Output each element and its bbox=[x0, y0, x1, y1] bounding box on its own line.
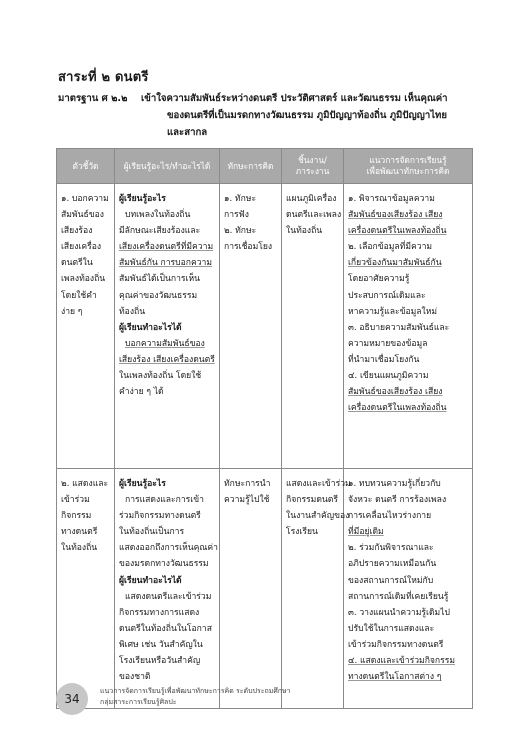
standard-block bbox=[58, 90, 478, 141]
standard-line: และสากล bbox=[167, 127, 208, 138]
do-title: ผู้เรียนทำอะไรได้ bbox=[119, 322, 182, 333]
cell-line: ของมรดกทางวัฒนธรรม bbox=[119, 559, 209, 570]
cell-line: ง่าย ๆ bbox=[61, 306, 83, 317]
cell-line: ๒. ทักษะ bbox=[224, 226, 257, 237]
cell-line: กิจกรรม bbox=[61, 511, 92, 522]
cell-line: ๒. แสดงและ bbox=[61, 479, 109, 489]
do-title: ผู้เรียนทำอะไรได้ bbox=[119, 575, 182, 586]
cell-indicator bbox=[57, 184, 115, 469]
cell-line: กิจกรรมทางการแสดง bbox=[119, 607, 200, 618]
cell-thinking-skill bbox=[220, 469, 282, 709]
table-row bbox=[57, 469, 473, 709]
learning-table bbox=[56, 148, 473, 709]
cell-line: ทางดนตรีในโอกาสต่าง ๆ bbox=[348, 672, 442, 683]
cell-line: ของสถานการณ์ใหม่กับ bbox=[348, 575, 434, 586]
cell-line: เข้าร่วมกิจกรรมทางดนตรี bbox=[348, 639, 444, 650]
cell-line: จังหวะ ดนตรี การร้องเพลง bbox=[348, 495, 447, 506]
cell-line: ในท้องถิ่นเป็นการ bbox=[119, 527, 185, 538]
cell-line: ๔. แสดงและเข้าร่วมกิจกรรม bbox=[348, 656, 456, 667]
cell-line: โรงเรียน bbox=[286, 527, 318, 538]
cell-line: ๑. พิจารณาข้อมูลความ bbox=[348, 194, 435, 204]
cell-line: ในเพลงท้องถิ่น โดยใช้ bbox=[119, 371, 202, 382]
cell-line: โดยอาศัยความรู้ bbox=[348, 274, 410, 285]
cell-line: การเคลื่อนไหวร่างกาย bbox=[348, 511, 432, 522]
footer-line: กลุ่มสาระการเรียนรู้ศิลปะ bbox=[100, 698, 177, 706]
cell-line: เสียงร้อง bbox=[61, 226, 93, 237]
cell-line: บทเพลงในท้องถิ่น bbox=[125, 210, 191, 221]
cell-line: สัมพันธ์ได้เป็นการเห็น bbox=[119, 274, 200, 285]
cell-line: ๑. ทบทวนความรู้เกี่ยวกับ bbox=[348, 479, 441, 489]
header-indicator: ตัวชี้วัด bbox=[57, 149, 115, 184]
cell-line: ๔. เขียนแผนภูมิความ bbox=[348, 371, 429, 382]
cell-line: เครื่องดนตรีในเพลงท้องถิ่น bbox=[348, 226, 447, 237]
page-number: 34 bbox=[56, 683, 88, 715]
cell-line: หาความรู้และข้อมูลใหม่ bbox=[348, 306, 438, 317]
header-thinking-skill: ทักษะการคิด bbox=[220, 149, 282, 184]
page-footer bbox=[56, 683, 476, 717]
cell-line: แสดงออกถึงการเห็นคุณค่า bbox=[119, 543, 218, 554]
cell-line: เพลงท้องถิ่น bbox=[61, 274, 106, 285]
header-learning: ผู้เรียนรู้อะไร/ทำอะไรได้ bbox=[115, 149, 220, 184]
cell-line: ดนตรีและเพลง bbox=[286, 210, 342, 221]
cell-line: ทักษะการนำ bbox=[224, 479, 271, 489]
cell-line: สัมพันธ์กัน การบอกความ bbox=[119, 258, 213, 269]
cell-line: การเชื่อมโยง bbox=[224, 242, 273, 253]
standard-line: เข้าใจความสัมพันธ์ระหว่างดนตรี ประวัติศาสตร์ และวัฒนธรรม เห็นคุณค่า bbox=[141, 93, 448, 104]
table-header-row bbox=[57, 149, 473, 184]
cell-learning bbox=[115, 184, 220, 469]
cell-line: สัมพันธ์ของ bbox=[61, 210, 104, 221]
standard-text bbox=[141, 90, 478, 141]
cell-line: ๑. บอกความ bbox=[61, 194, 109, 204]
cell-line: มีลักษณะเสียงร้องและ bbox=[119, 226, 201, 237]
cell-work bbox=[282, 184, 344, 469]
cell-line: แผนภูมิเครื่อง bbox=[286, 194, 337, 204]
cell-line: คำง่าย ๆ ได้ bbox=[119, 387, 164, 398]
cell-line: ในท้องถิ่น bbox=[61, 543, 98, 554]
cell-line: คุณค่าของวัฒนธรรม bbox=[119, 290, 198, 301]
cell-line: เสียงร้อง เสียงเครื่องดนตรี bbox=[119, 354, 215, 365]
header-method: แนวการจัดการเรียนรู้ เพื่อพัฒนาทักษะการคิด bbox=[344, 149, 473, 184]
cell-line: ร่วมกิจกรรมทางดนตรี bbox=[119, 511, 201, 522]
cell-line: ที่มีอยู่เดิม bbox=[348, 527, 384, 538]
cell-line: ของชาติ bbox=[119, 672, 151, 683]
standard-code: มาตรฐาน ศ ๒.๒ bbox=[58, 93, 128, 104]
header-work: ชิ้นงาน/ ภาระงาน bbox=[282, 149, 344, 184]
cell-line: โรงเรียนหรือวันสำคัญ bbox=[119, 656, 201, 667]
cell-method bbox=[344, 469, 473, 709]
cell-line: ดนตรีในท้องถิ่นในโอกาส bbox=[119, 623, 212, 634]
cell-line: ในท้องถิ่น bbox=[286, 226, 323, 237]
cell-line: เสียงเครื่องดนตรีที่มีความ bbox=[119, 242, 214, 253]
cell-line: ความหมายของข้อมูล bbox=[348, 338, 428, 349]
cell-line: ในงานสำคัญของ bbox=[286, 511, 350, 522]
cell-line: ๒. เลือกข้อมูลที่มีความ bbox=[348, 242, 433, 253]
footer-line: แนวการจัดการเรียนรู้เพื่อพัฒนาทักษะการคิด ระดับประถมศึกษา bbox=[100, 687, 291, 695]
cell-learning bbox=[115, 469, 220, 709]
cell-line: กิจกรรมดนตรี bbox=[286, 495, 338, 506]
cell-line: แสดงดนตรีและเข้าร่วม bbox=[125, 591, 212, 602]
cell-line: เข้าร่วม bbox=[61, 495, 90, 506]
cell-line: สัมพันธ์ของเสียงร้อง เสียง bbox=[348, 387, 443, 398]
cell-line: การฟัง bbox=[224, 210, 249, 221]
cell-line: แสดงและเข้าร่วม bbox=[286, 479, 351, 489]
cell-line: ที่นำมาเชื่อมโยงกัน bbox=[348, 354, 420, 365]
cell-method bbox=[344, 184, 473, 469]
cell-line: ท้องถิ่น bbox=[119, 306, 146, 317]
cell-line: สถานการณ์เดิมที่เคยเรียนรู้ bbox=[348, 591, 449, 602]
cell-work bbox=[282, 469, 351, 709]
cell-line: เกี่ยวข้องกันมาสัมพันธ์กัน bbox=[348, 258, 442, 269]
footer-text bbox=[100, 686, 291, 708]
cell-line: ๒. ร่วมกันพิจารณาและ bbox=[348, 543, 434, 554]
standard-line: ของดนตรีที่เป็นมรดกทางวัฒนธรรม ภูมิปัญญาท้องถิ่น ภูมิปัญญาไทย bbox=[167, 110, 447, 121]
cell-line: ๓. อธิบายความสัมพันธ์และ bbox=[348, 322, 450, 333]
learn-title: ผู้เรียนรู้อะไร bbox=[119, 194, 166, 204]
cell-line: ประสบการณ์เดิมและ bbox=[348, 290, 426, 301]
cell-line: เครื่องดนตรีในเพลงท้องถิ่น bbox=[348, 403, 447, 414]
cell-line: พิเศษ เช่น วันสำคัญใน bbox=[119, 639, 203, 650]
cell-line: ปรับใช้ในการแสดงและ bbox=[348, 623, 435, 634]
cell-line: สัมพันธ์ของเสียงร้อง เสียง bbox=[348, 210, 443, 221]
cell-line: โดยใช้คำ bbox=[61, 290, 97, 301]
cell-thinking-skill bbox=[220, 184, 282, 469]
table-row bbox=[57, 184, 473, 469]
learn-title: ผู้เรียนรู้อะไร bbox=[119, 479, 166, 489]
cell-indicator bbox=[57, 469, 115, 709]
cell-line: ทางดนตรี bbox=[61, 527, 98, 538]
cell-line: อภิปรายความเหมือนกัน bbox=[348, 559, 437, 570]
cell-line: การแสดงและการเข้า bbox=[125, 495, 204, 506]
cell-line: บอกความสัมพันธ์ของ bbox=[125, 338, 205, 349]
cell-line: ๓. วางแผนนำความรู้เดิมไป bbox=[348, 607, 450, 618]
cell-line: ดนตรีใน bbox=[61, 258, 93, 269]
cell-line: ความรู้ไปใช้ bbox=[224, 495, 270, 506]
cell-line: เสียงเครื่อง bbox=[61, 242, 102, 253]
cell-line: ๑. ทักษะ bbox=[224, 194, 257, 204]
strand-heading: สาระที่ ๒ ดนตรี bbox=[58, 70, 149, 85]
